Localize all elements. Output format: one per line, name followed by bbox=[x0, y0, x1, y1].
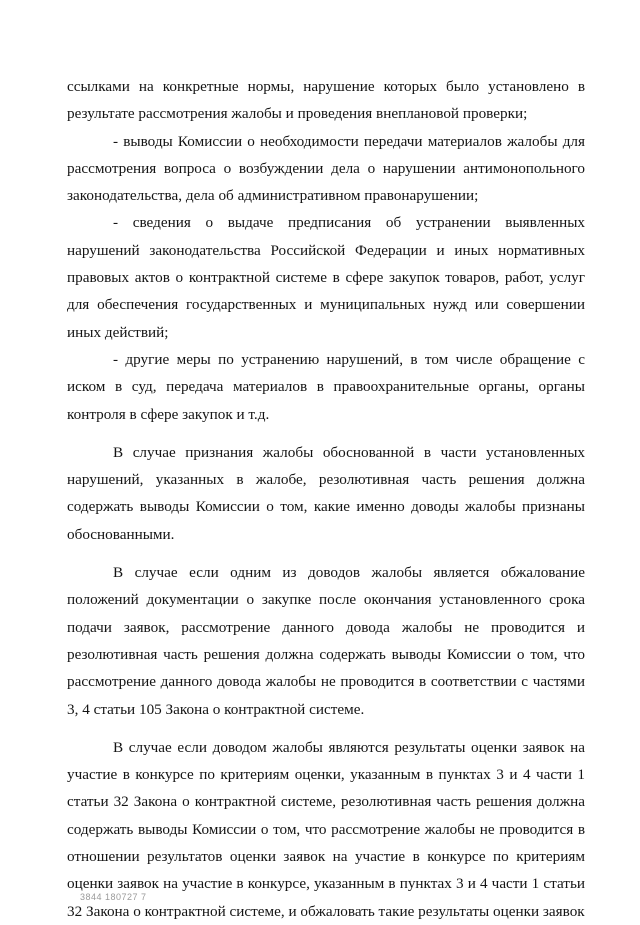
paragraph-complaint-justified: В случае признания жалобы обоснованной в части установленных нарушений, указанных в жалобе, резолютивная часть решения должна содержать выводы Комиссии о том, какие именно доводы жалобы признаны обоснованными. bbox=[67, 443, 585, 543]
paragraph-documentation-appeal: В случае если одним из доводов жалобы является обжалование положений документации о закупке после окончания установленного срока подачи заявок, рассмотрение данного довода жалобы не проводится и резолютивная часть решения должна содержать выводы Комиссии о том, что рассмотрение данного довода жалобы не проводится в соответствии с частями 3, 4 статьи 105 Закона о контрактной системе. bbox=[67, 564, 585, 718]
document-body bbox=[67, 73, 585, 925]
bullet-prescription-info: - сведения о выдаче предписания об устранении выявленных нарушений законодательства Российской Федерации и иных нормативных правовых актов о контрактной системе в сфере закупок товаров, работ, услуг для обеспечения государственных и муниципальных нужд или совершении иных действий; bbox=[67, 214, 585, 341]
footer-code: 3844 180727 7 bbox=[80, 892, 147, 902]
bullet-other-measures: - другие меры по устранению нарушений, в том числе обращение с иском в суд, передача материалов в правоохранительные органы, органы контроля в сфере закупок и т.д. bbox=[67, 350, 585, 423]
bullet-commission-conclusions: - выводы Комиссии о необходимости передачи материалов жалобы для рассмотрения вопроса о возбуждении дела о нарушении антимонопольного законодательства, дела об административном правонарушении; bbox=[67, 132, 585, 205]
paragraph-1: ссылками на конкретные нормы, нарушение которых было установлено в результате рассмотрения жалобы и проведения внеплановой проверки; bbox=[67, 78, 585, 123]
paragraph-evaluation-results: В случае если доводом жалобы являются результаты оценки заявок на участие в конкурсе по критериям оценки, указанным в пунктах 3 и 4 части 1 статьи 32 Закона о контрактной системе, резолютивная часть решения должна содержать выводы Комиссии о том, что рассмотрение жалобы не проводится в отношении результатов оценки заявок на участие в конкурсе по критериям оценки заявок на участие в конкурсе, указанным в пунктах 3 и 4 части 1 статьи 32 Закона о контрактной системе, и обжаловать такие результаты оценки заявок bbox=[67, 738, 585, 920]
